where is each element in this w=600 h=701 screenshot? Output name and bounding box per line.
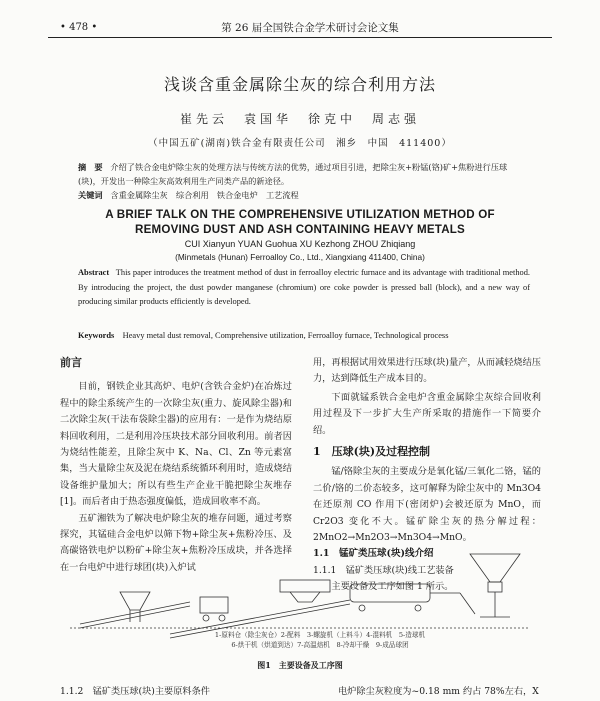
legend-line-2: 6-烘干机（烘道到达）7-高温焙机 8-冷却干燥 9-成品球团 bbox=[231, 641, 409, 649]
keywords-cn-label: 关键词 bbox=[78, 190, 103, 200]
paper-title-cn: 浅谈含重金属除尘灰的综合利用方法 bbox=[163, 75, 436, 94]
left-paragraph-2: 五矿湘铁为了解决电炉除尘灰的堆存问题，通过考察探究，其锰硅合金电炉以筛下物+除尘灰+焦粉冷压、及高碳铬铁电炉以粉矿+除尘灰+焦粉冷压成块，并各选择在一台电炉中进行球团(块)入炉试 bbox=[60, 512, 292, 573]
abstract-cn-label: 摘 要 bbox=[78, 162, 103, 172]
section-foreword: 前言 bbox=[60, 356, 82, 369]
figure-legend bbox=[150, 630, 490, 650]
screw-feeder-icon bbox=[280, 580, 330, 602]
section-1-1-1-heading: 1.1.1 锰矿类压球(块)线工艺装备 bbox=[313, 564, 454, 576]
affiliation-cn: （中国五矿(湖南)铁合金有限责任公司 湘乡 中国 411400） bbox=[148, 138, 452, 149]
affiliation-en: (Minmetals (Hunan) Ferroalloy Co., Ltd., Xiangxiang 411400, China) bbox=[175, 252, 425, 262]
abstract-cn bbox=[78, 160, 528, 188]
journal-header: 第 26 届全国铁合金学术研讨会论文集 bbox=[221, 22, 399, 34]
paper-title-en bbox=[60, 207, 540, 237]
keywords-cn-text: 含重金属除尘灰 综合利用 铁合金电炉 工艺流程 bbox=[110, 190, 299, 200]
page-number: • 478 • bbox=[60, 22, 98, 33]
section-1-heading: 1 压球(块)及过程控制 bbox=[313, 445, 431, 459]
right-paragraph-3: 主要设备及工序如图 1 所示。 bbox=[331, 581, 454, 593]
left-paragraph-1: 目前，钢铁企业其高炉、电炉(含铁合金炉)在冶炼过程中的除尘系统产生的一次除尘灰(重力、旋风除尘器)和二次除尘灰(干法布袋除尘器)的应用有：一是作为烧结原料回收利用，二是利用冷压块技术部分回收利用。前者因为烧结性能差，且除尘灰中 K、Na、Cl、Zn 等元素富集，当大量除尘灰及泥在烧结系统循环利用时，造成烧结设备维护量加大；所以有些生产企业干脆把除尘灰堆存[1]。而后者由于热态强度偏低，造成回收率不高。 bbox=[60, 381, 292, 508]
abstract-en bbox=[78, 266, 530, 310]
right-paragraph-2: 锰/铬除尘灰的主要成分是氧化锰/三氧化二铬，锰的二价/铬的二价态较多，这可解释为除尘灰中的 Mn3O4 在还原剂 CO 作用下(密闭炉)会被还原为 MnO，而 Cr2O3 变化不大。锰矿除尘灰的热分解过程：2MnO2→Mn2O3→Mn3O4→MnO。 bbox=[313, 466, 541, 544]
keywords-en bbox=[78, 331, 530, 340]
abstract-en-label: Abstract bbox=[78, 268, 110, 277]
figure-caption: 图1 主要设备及工序图 bbox=[257, 660, 343, 670]
section-1-1-heading: 1.1 锰矿类压球(块)线介绍 bbox=[313, 548, 434, 560]
abstract-cn-text: 介绍了铁合金电炉除尘灰的处理方法与传统方法的优势，通过项目引进，把除尘灰+粉锰(铬)矿+焦粉进行压球(块)，开发出一种除尘灰高效利用生产同类产品的新途径。 bbox=[78, 162, 508, 186]
keywords-en-label: Keywords bbox=[78, 331, 115, 340]
header-rule bbox=[48, 37, 552, 38]
product-hopper-icon bbox=[470, 554, 520, 617]
chute-icon bbox=[430, 593, 475, 614]
inclined-conveyor-icon bbox=[80, 602, 190, 628]
authors-cn: 崔先云 袁国华 徐克中 周志强 bbox=[179, 112, 420, 126]
keywords-en-text: Heavy metal dust removal, Comprehensive utilization, Ferroalloy furnace, Technological process bbox=[122, 331, 449, 340]
authors-en: CUI Xianyun YUAN Guohua XU Kezhong ZHOU Zhiqiang bbox=[184, 239, 416, 249]
abstract-en-text: This paper introduces the treatment method of dust in ferroalloy electric furnace and its advantage with traditional method. By introducing the project, the dust powder manganese (chromium) ore coke powder is pressed ball (block), and a new way of producing similar products efficiently is developed. bbox=[78, 268, 531, 306]
right-paragraph-1: 下面就锰系铁合金电炉含重金属除尘灰综合回收利用过程及下一步扩大生产所采取的措施作一下简要介绍。 bbox=[313, 391, 541, 436]
dryer-drum-icon bbox=[350, 584, 430, 611]
title-en-line2: REMOVING DUST AND ASH CONTAINING HEAVY METALS bbox=[135, 223, 465, 236]
title-en-line1: A BRIEF TALK ON THE COMPREHENSIVE UTILIZATION METHOD OF bbox=[105, 208, 495, 221]
keywords-cn bbox=[78, 190, 528, 201]
mixer-icon bbox=[200, 597, 228, 621]
legend-line-1: 1-原料仓（除尘灰仓）2-配料 3-螺旋机（上料斗）4-混料机 5-造球机 bbox=[214, 631, 426, 639]
raw-material-hopper-icon bbox=[120, 592, 150, 622]
bottom-right-text: 电炉除尘灰粒度为~0.18 mm 约占 78%左右，X bbox=[338, 686, 539, 697]
right-paragraph-0: 用，再根据试用效果进行压球(块)量产，从而减轻烧结压力，达到降低生产成本目的。 bbox=[313, 357, 541, 385]
section-1-1-2-heading: 1.1.2 锰矿类压球(块)主要原料条件 bbox=[60, 686, 210, 697]
